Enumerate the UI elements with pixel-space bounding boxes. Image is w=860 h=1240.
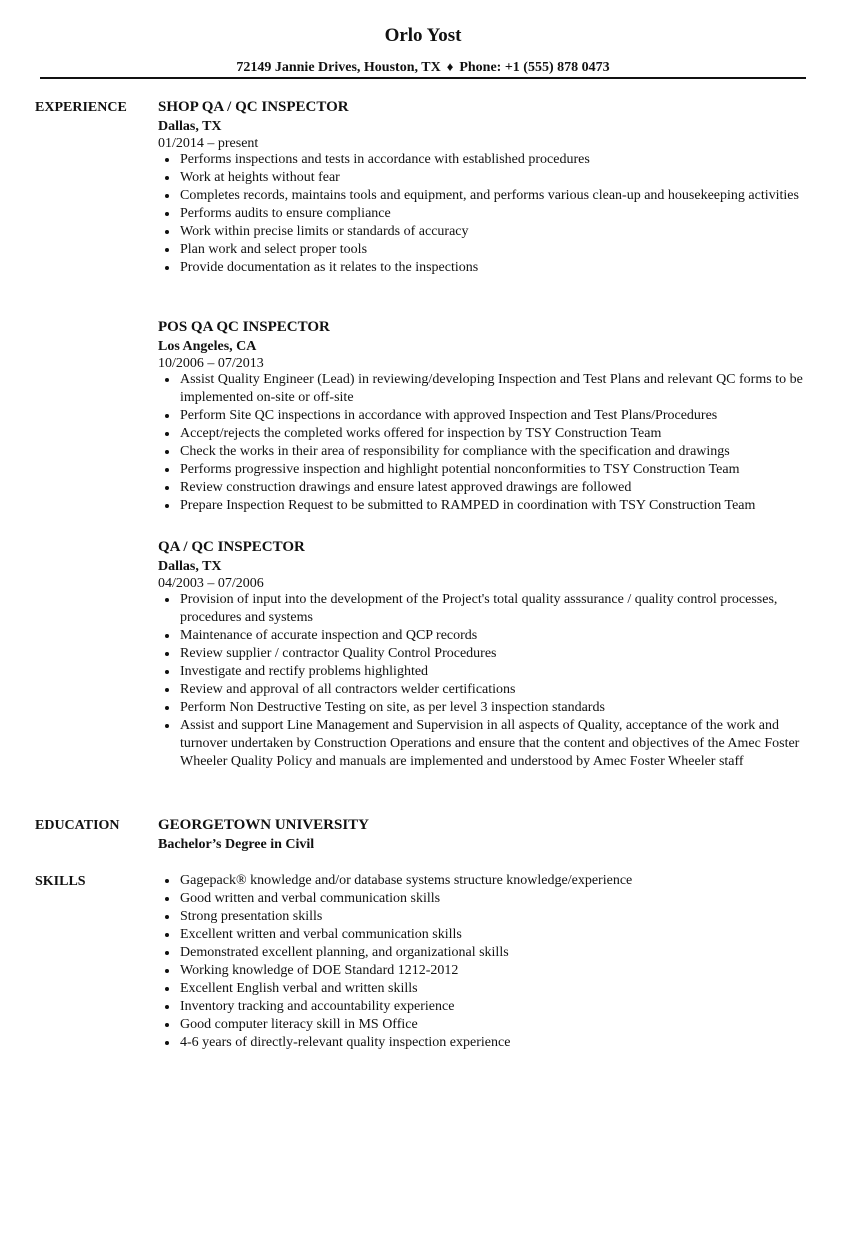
list-item: Maintenance of accurate inspection and QCP records (158, 627, 818, 645)
list-item: Excellent English verbal and written skills (158, 980, 818, 998)
list-item: Provide documentation as it relates to the inspections (158, 259, 818, 277)
job-bullets (158, 591, 818, 771)
job-title: POS QA QC INSPECTOR (158, 319, 330, 335)
list-item: Work within precise limits or standards of accuracy (158, 223, 818, 241)
list-item: Strong presentation skills (158, 908, 818, 926)
list-item: Excellent written and verbal communication skills (158, 926, 818, 944)
list-item: Provision of input into the development of the Project's total quality asssurance / quality control processes, procedures and systems (158, 591, 818, 627)
job-location: Los Angeles, CA (158, 339, 257, 354)
header-divider (40, 77, 806, 79)
school-name: GEORGETOWN UNIVERSITY (158, 817, 370, 833)
phone: Phone: +1 (555) 878 0473 (459, 60, 610, 75)
list-item: Performs progressive inspection and highlight potential nonconformities to TSY Construction Team (158, 461, 818, 479)
job-title: QA / QC INSPECTOR (158, 539, 305, 555)
list-item: Investigate and rectify problems highlighted (158, 663, 818, 681)
list-item: Performs audits to ensure compliance (158, 205, 818, 223)
job-location: Dallas, TX (158, 559, 222, 574)
list-item: Perform Non Destructive Testing on site, as per level 3 inspection standards (158, 699, 818, 717)
skills-bullets (158, 872, 818, 1052)
job-bullets (158, 371, 818, 515)
list-item: Good computer literacy skill in MS Office (158, 1016, 818, 1034)
list-item: Accept/rejects the completed works offered for inspection by TSY Construction Team (158, 425, 818, 443)
list-item: Review supplier / contractor Quality Control Procedures (158, 645, 818, 663)
list-item: Completes records, maintains tools and equipment, and performs various clean-up and housekeeping activities (158, 187, 818, 205)
skills-section-label: SKILLS (35, 874, 86, 889)
experience-section-label: EXPERIENCE (35, 100, 127, 115)
contact-line (0, 58, 846, 77)
list-item: Plan work and select proper tools (158, 241, 818, 259)
diamond-separator-icon: ♦ (446, 59, 454, 74)
list-item: Assist and support Line Management and Supervision in all aspects of Quality, acceptance of the work and turnover undertaken by Construction Operations and ensure that the content and objectives of the Amec Foster Wheeler Quality Policy and manuals are implemented and understood by Amec Foster Wheeler staff (158, 717, 818, 771)
job-bullets (158, 151, 818, 277)
job-location: Dallas, TX (158, 119, 222, 134)
education-section-label: EDUCATION (35, 818, 120, 833)
list-item: Review and approval of all contractors welder certifications (158, 681, 818, 699)
list-item: Work at heights without fear (158, 169, 818, 187)
degree: Bachelor’s Degree in Civil (158, 837, 315, 852)
list-item: Perform Site QC inspections in accordance with approved Inspection and Test Plans/Procedures (158, 407, 818, 425)
list-item: Prepare Inspection Request to be submitted to RAMPED in coordination with TSY Construction Team (158, 497, 818, 515)
job-entry (158, 98, 818, 277)
job-entry (158, 538, 818, 771)
job-dates: 10/2006 – 07/2013 (158, 356, 264, 371)
job-title: SHOP QA / QC INSPECTOR (158, 99, 349, 115)
job-dates: 01/2014 – present (158, 136, 259, 151)
address: 72149 Jannie Drives, Houston, TX (236, 60, 441, 75)
list-item: Working knowledge of DOE Standard 1212-2012 (158, 962, 818, 980)
list-item: Inventory tracking and accountability experience (158, 998, 818, 1016)
list-item: Check the works in their area of responsibility for compliance with the specification and drawings (158, 443, 818, 461)
list-item: Good written and verbal communication skills (158, 890, 818, 908)
list-item: Gagepack® knowledge and/or database systems structure knowledge/experience (158, 872, 818, 890)
list-item: Review construction drawings and ensure latest approved drawings are followed (158, 479, 818, 497)
list-item: 4-6 years of directly-relevant quality inspection experience (158, 1034, 818, 1052)
list-item: Demonstrated excellent planning, and organizational skills (158, 944, 818, 962)
job-entry (158, 318, 818, 515)
skills-list (158, 872, 818, 1052)
resume-name: Orlo Yost (384, 25, 462, 46)
job-dates: 04/2003 – 07/2006 (158, 576, 264, 591)
list-item: Performs inspections and tests in accordance with established procedures (158, 151, 818, 169)
education-entry (158, 816, 818, 854)
list-item: Assist Quality Engineer (Lead) in reviewing/developing Inspection and Test Plans and relevant QC forms to be implemented on-site or off-site (158, 371, 818, 407)
